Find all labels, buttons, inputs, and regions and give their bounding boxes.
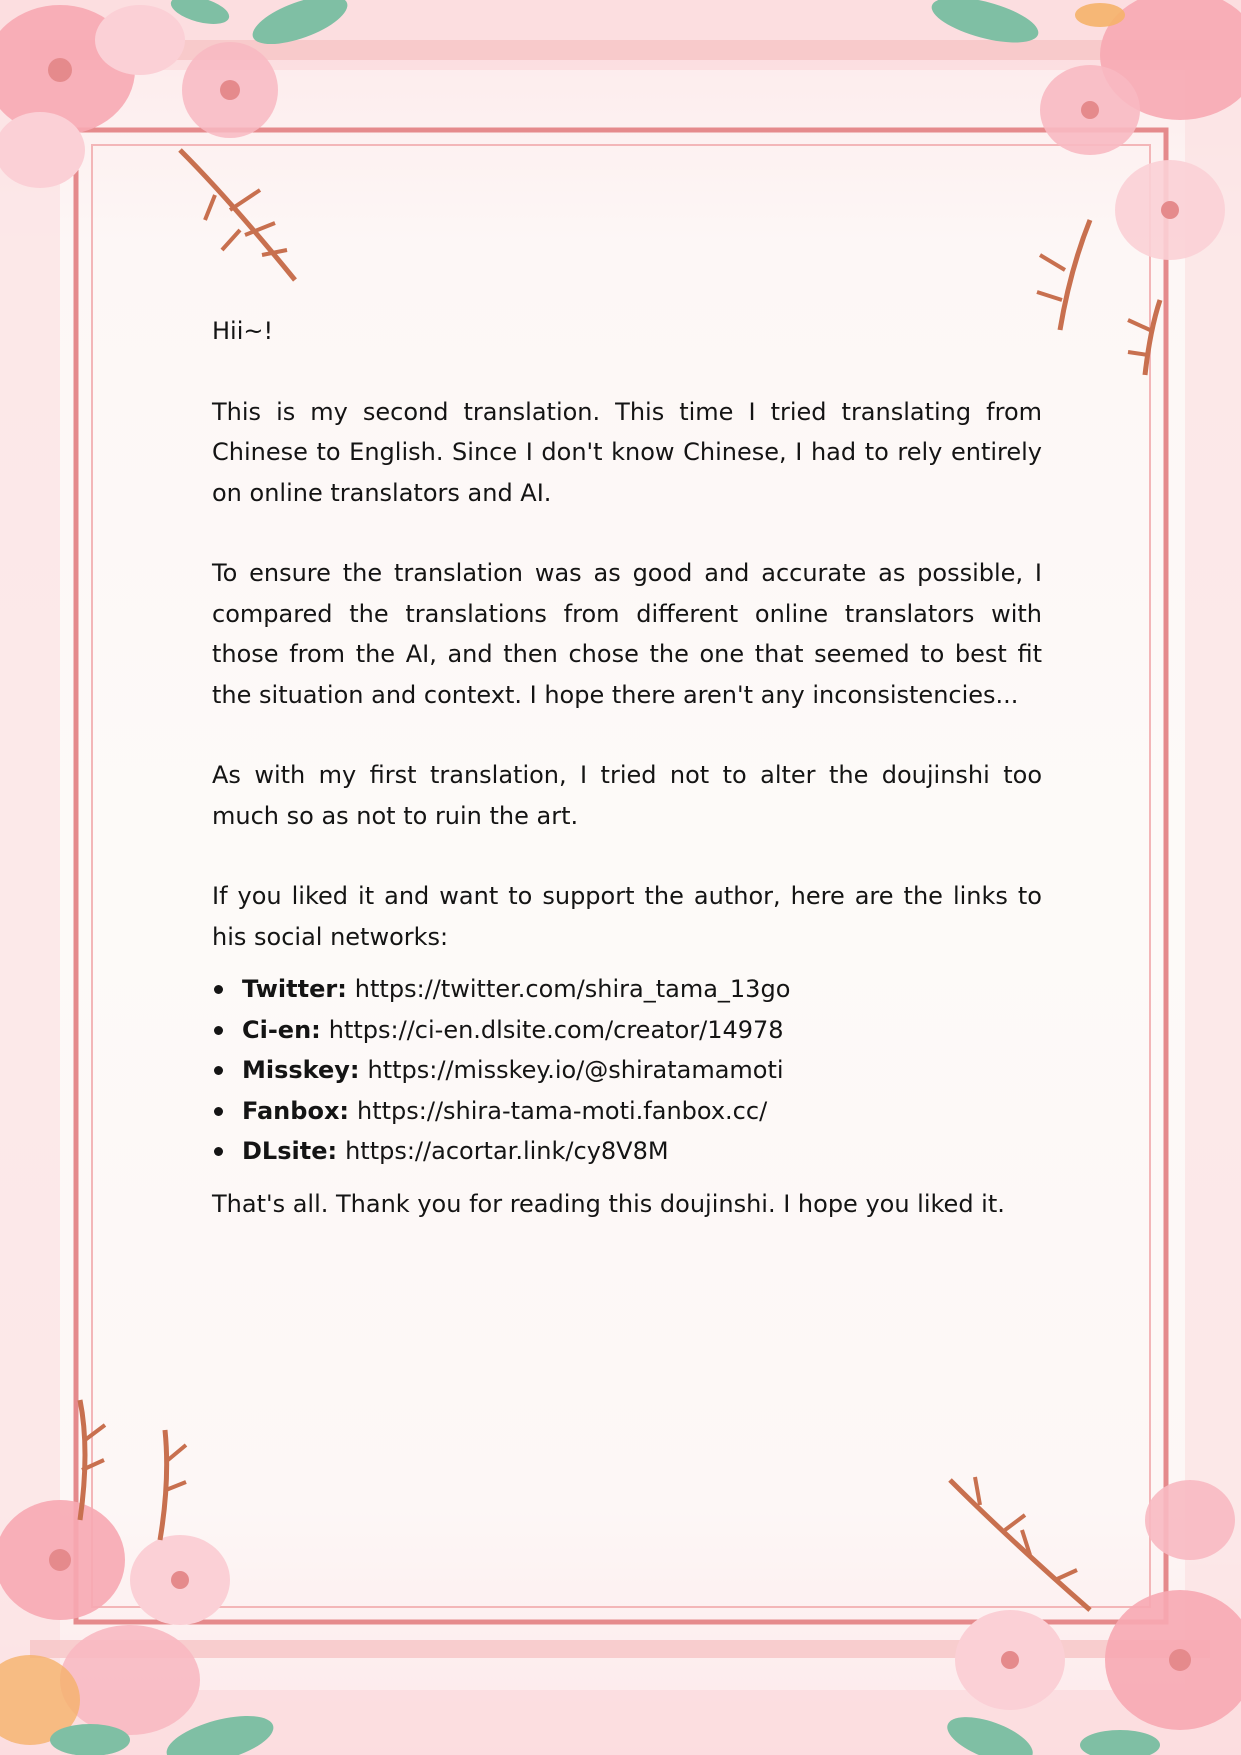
- social-link-url[interactable]: https://twitter.com/shira_tama_13go: [354, 975, 791, 1003]
- social-link-url[interactable]: https://ci-en.dlsite.com/creator/14978: [328, 1015, 784, 1044]
- social-link-dlsite: [212, 1131, 1042, 1172]
- social-link-ci-en: [212, 1010, 1042, 1051]
- social-link-label: Twitter:: [242, 975, 347, 1003]
- social-link-url[interactable]: https://acortar.link/cy8V8M: [345, 1137, 669, 1165]
- social-link-url[interactable]: https://shira-tama-moti.fanbox.cc/: [357, 1096, 768, 1125]
- bullet-icon: [214, 985, 223, 994]
- paragraph-support-author: If you liked it and want to support the author, here are the links to his social networks:: [212, 882, 1042, 951]
- paragraph-art-note: As with my first translation, I tried not to alter the doujinshi too much so as not to ruin the art.: [212, 761, 1042, 830]
- bullet-icon: [214, 1026, 223, 1035]
- paragraph-translation-method: To ensure the translation was as good and accurate as possible, I compared the translations from different online translators with those from the AI, and then chose the one that seemed to best fit the situation and context. I hope there aren't any inconsistencies...: [212, 559, 1042, 709]
- social-link-label: DLsite:: [242, 1137, 338, 1165]
- social-link-misskey: [212, 1050, 1042, 1091]
- letter-body: [212, 311, 1042, 1224]
- social-link-twitter: [212, 969, 1042, 1010]
- social-link-label: Ci-en:: [242, 1015, 321, 1044]
- closing-line: That's all. Thank you for reading this doujinshi. I hope you liked it.: [212, 1189, 1005, 1218]
- bullet-icon: [214, 1147, 223, 1156]
- social-links-list: [212, 969, 1042, 1172]
- social-link-fanbox: [212, 1091, 1042, 1132]
- social-link-url[interactable]: https://misskey.io/@shiratamamoti: [367, 1056, 784, 1084]
- paragraph-translation-intro: This is my second translation. This time I tried translating from Chinese to English. Since I don't know Chinese, I had to rely entirely on online translators and AI.: [212, 397, 1042, 507]
- bullet-icon: [214, 1066, 223, 1075]
- bullet-icon: [214, 1107, 223, 1116]
- social-link-label: Misskey:: [242, 1056, 360, 1084]
- greeting: Hii~!: [212, 317, 274, 345]
- social-link-label: Fanbox:: [242, 1096, 350, 1125]
